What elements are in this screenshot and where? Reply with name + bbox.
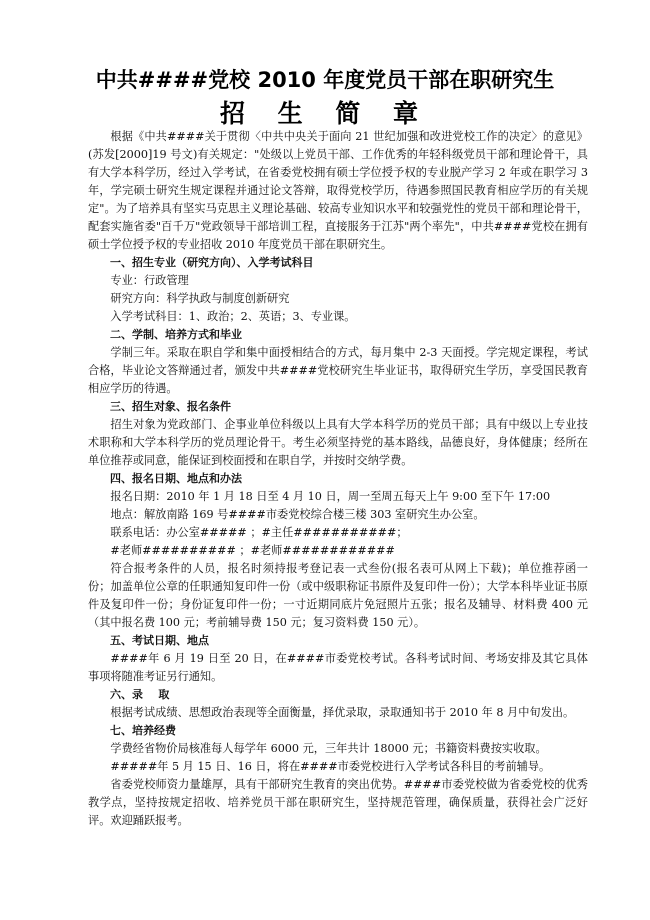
closing-paragraph: 省委党校师资力量雄厚，具有干部研究生教育的突出优势。####市委党校做为省委党校的优秀教学点，坚持按规定招收、培养党员干部在职研究生，坚持规范管理，确保质量，获得社会广泛好评。欢迎踊跃报考。: [88, 778, 588, 827]
section7-heading: 七、培养经费: [110, 724, 176, 737]
intro-paragraph: 根据《中共####关于贯彻〈中共中央关于面向 21 世纪加强和改进党校工作的决定〉的意见》(苏发[2000]19 号文)有关规定："处级以上党员干部、工作优秀的年轻科级党员干部和理论骨干，具有大学本科学历，经过入学考试，在省委党校拥有硕士学位授予权的专业脱产学习 2 年或在职学习 3 年，学完硕士研究生规定课程并通过论文答辩，取得党校学历，待遇参照国民教育相应学历的有关规定"。为了培养具有坚实马克思主义理论基础、较高专业知识水平和较强党性的党员干部和理论骨干，配套实施省委"百千万"党政领导干部培训工程，直接服务于江苏"两个率先"，中共####党校在拥有硕士学位授予权的专业招收 2010 年度党员干部在职研究生。: [88, 130, 588, 251]
section2-heading: 二、学制、培养方式和毕业: [110, 328, 242, 341]
section4-heading: 四、报名日期、地点和办法: [110, 472, 242, 485]
research-direction-line: 研究方向：科学执政与制度创新研究: [110, 292, 290, 305]
major-line: 专业：行政管理: [110, 274, 189, 287]
exam-subjects-line: 入学考试科目：1、政治；2、英语；3、专业课。: [110, 310, 356, 323]
section4-paragraph: 符合报考条件的人员，报名时须持报考登记表一式叁份(报名表可从网上下载)；单位推荐函一份；加盖单位公章的任职通知复印件一份（或中级职称证书原件及复印件一份）；大学本科毕业证书原件及复印件一份；身份证复印件一份；一寸近期同底片免冠照片五张；报名及辅导、材料费 400 元（其中报名费 100 元；考前辅导费 150 元；复习资料费 150 元）。: [88, 562, 588, 629]
section6-heading: 六、录 取: [110, 688, 170, 701]
section6-paragraph: 根据考试成绩、思想政治表现等全面衡量，择优录取，录取通知书于 2010 年 8 月中旬发出。: [110, 706, 575, 719]
section3-heading: 三、招生对象、报名条件: [110, 400, 231, 413]
tutoring-line: #####年 5 月 15 日、16 日，将在####市委党校进行入学考试各科目的考前辅导。: [110, 760, 551, 773]
section5-heading: 五、考试日期、地点: [110, 634, 209, 647]
registration-place-line: 地点：解放南路 169 号####市委党校综合楼三楼 303 室研究生办公室。: [110, 508, 485, 521]
contact-teachers-line: #老师########## ；#老师############: [110, 544, 395, 557]
section2-paragraph: 学制三年。采取在职自学和集中面授相结合的方式，每月集中 2-3 天面授。学完规定课程，考试合格，毕业论文答辩通过者，颁发中共####党校研究生毕业证书，取得研究生学历，享受国民教育相应学历的待遇。: [88, 346, 588, 395]
contact-phone-line: 联系电话：办公室##### ；#主任###########；: [110, 526, 408, 539]
document-body: [88, 128, 588, 830]
registration-date-line: 报名日期：2010 年 1 月 18 日至 4 月 10 日，周一至周五每天上午 9:00 至下午 17:00: [110, 490, 551, 503]
section3-paragraph: 招生对象为党政部门、企事业单位科级以上具有大学本科学历的党员干部；具有中级以上专业技术职称和大学本科学历的党员理论骨干。考生必须坚持党的基本路线，品德良好，身体健康；经所在单位推荐或同意，能保证到校面授和在职自学，并按时交纳学费。: [88, 418, 588, 467]
section5-paragraph: ####年 6 月 19 日至 20 日，在####市委党校考试。各科考试时间、考场安排及其它具体事项将随准考证另行通知。: [88, 652, 588, 683]
document-subtitle: 招 生 简 章: [219, 99, 431, 128]
document-title: 中共####党校 2010 年度党员干部在职研究生: [95, 68, 555, 92]
tuition-fee-line: 学费经省物价局核准每人每学年 6000 元，三年共计 18000 元；书籍资料费按实收取。: [110, 742, 547, 755]
section1-heading: 一、招生专业（研究方向）、入学考试科目: [110, 256, 314, 269]
